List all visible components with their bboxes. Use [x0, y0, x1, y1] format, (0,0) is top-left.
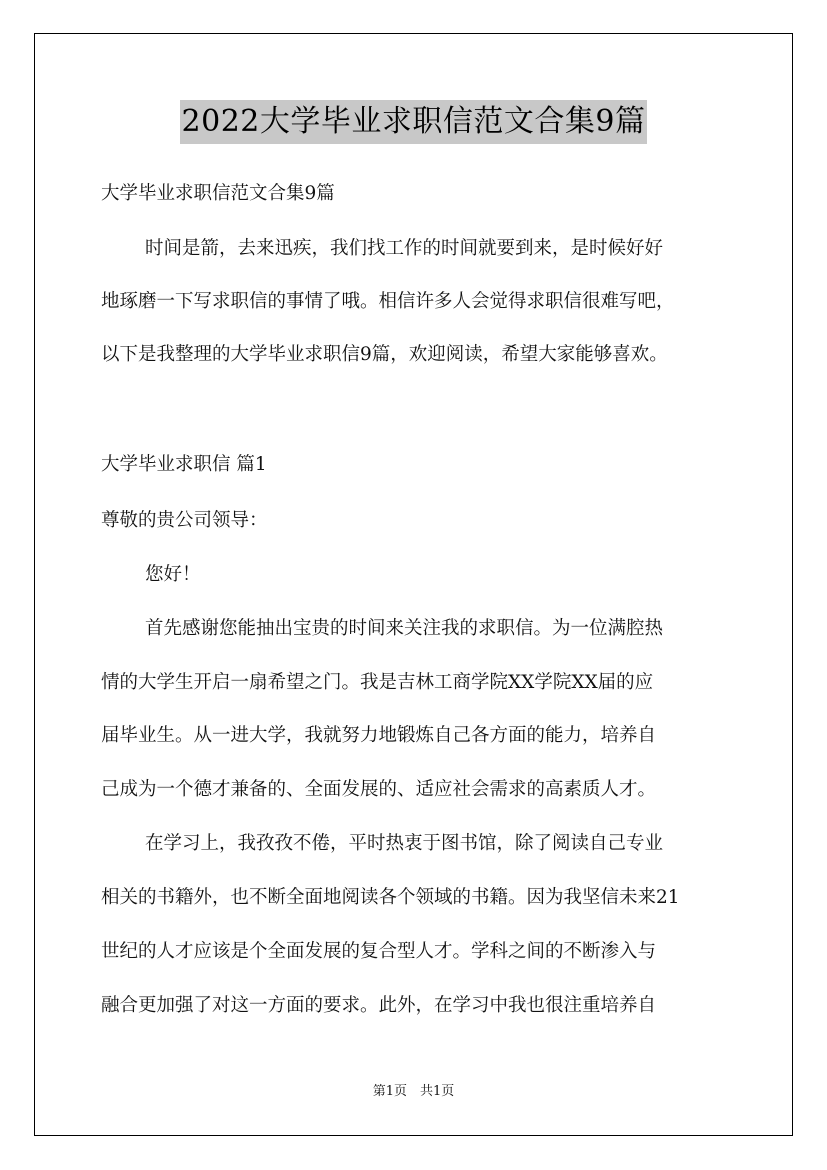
paragraph-line: 以下是我整理的大学毕业求职信9篇，欢迎阅读，希望大家能够喜欢。: [101, 344, 668, 365]
section-heading: 大学毕业求职信 篇1: [101, 454, 267, 475]
title-container: [0, 100, 827, 144]
paragraph-line: 地琢磨一下写求职信的事情了哦。相信许多人会觉得求职信很难写吧，: [101, 291, 675, 312]
paragraph-line: 世纪的人才应该是个全面发展的复合型人才。学科之间的不断渗入与: [101, 941, 657, 962]
page-footer: 第1页 共1页: [372, 1084, 455, 1099]
paragraph-line: 届毕业生。从一进大学，我就努力地锻炼自己各方面的能力，培养自: [101, 725, 657, 746]
paragraph-line: 相关的书籍外，也不断全面地阅读各个领域的书籍。因为我坚信未来21: [101, 887, 680, 908]
greeting: 您好！: [145, 564, 201, 585]
paragraph-line: 情的大学生开启一扇希望之门。我是吉林工商学院XX学院XX届的应: [101, 672, 654, 693]
paragraph-line: 首先感谢您能抽出宝贵的时间来关注我的求职信。为一位满腔热: [145, 618, 664, 639]
subtitle-line: 大学毕业求职信范文合集9篇: [101, 183, 335, 204]
salutation: 尊敬的贵公司领导：: [101, 510, 268, 531]
paragraph-line: 时间是箭，去来迅疾，我们找工作的时间就要到来，是时候好好: [145, 238, 664, 259]
paragraph-line: 在学习上，我孜孜不倦，平时热衷于图书馆，除了阅读自己专业: [145, 833, 664, 854]
document-title: 2022大学毕业求职信范文合集9篇: [180, 100, 648, 144]
paragraph-line: 融合更加强了对这一方面的要求。此外，在学习中我也很注重培养自: [101, 995, 657, 1016]
paragraph-line: 己成为一个德才兼备的、全面发展的、适应社会需求的高素质人才。: [101, 779, 657, 800]
